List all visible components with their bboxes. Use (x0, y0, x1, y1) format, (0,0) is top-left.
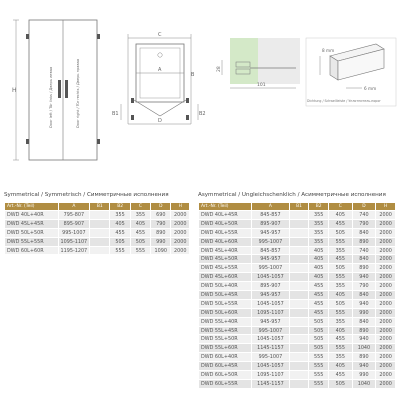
value-cell: 795-807 (58, 211, 89, 220)
table-row (5, 246, 190, 255)
model-cell: DWD 45L+60R (199, 273, 252, 282)
value-cell: 790 (352, 282, 376, 291)
plan-label-b2: B2 (199, 111, 206, 117)
value-cell: 455 (309, 291, 329, 300)
value-cell: 890 (352, 264, 376, 273)
table-row (199, 228, 396, 237)
table-row (199, 246, 396, 255)
column-header: H (171, 203, 190, 211)
value-cell: 405 (329, 291, 353, 300)
table-header-row (5, 203, 190, 211)
asymmetrical-table (198, 202, 396, 389)
table-row (199, 335, 396, 344)
value-cell: 995-1007 (58, 228, 89, 237)
column-header: Art.-Nr. (Teil) (5, 203, 59, 211)
table-row (199, 308, 396, 317)
value-cell: 2000 (376, 282, 396, 291)
table-row (199, 219, 396, 228)
plan-label-d: D (158, 118, 162, 124)
value-cell: 2000 (171, 219, 190, 228)
value-cell: 1095-1107 (252, 371, 289, 380)
value-cell: 895-907 (252, 282, 289, 291)
value-cell (289, 219, 309, 228)
value-cell: 895-907 (58, 219, 89, 228)
model-cell: DWD 40L+60R (199, 237, 252, 246)
value-cell: 405 (309, 255, 329, 264)
value-cell: 555 (110, 246, 130, 255)
value-cell: 2000 (376, 291, 396, 300)
model-cell: DWD 45L+40R (199, 246, 252, 255)
value-cell: 990 (151, 237, 171, 246)
table-row (199, 237, 396, 246)
value-cell: 555 (329, 273, 353, 282)
value-cell (289, 255, 309, 264)
tray-plan-drawing (112, 32, 206, 124)
value-cell: 1045-1057 (252, 362, 289, 371)
value-cell (289, 362, 309, 371)
value-cell: 405 (110, 219, 130, 228)
model-cell: DWD 55L+50R (199, 335, 252, 344)
table-row (5, 211, 190, 220)
value-cell: 990 (352, 308, 376, 317)
model-cell: DWD 55L+45R (199, 326, 252, 335)
table-row (199, 299, 396, 308)
symmetrical-table (4, 202, 190, 255)
door-left-label: Door left / Tür links / Дверь левая (49, 66, 53, 128)
value-cell (289, 379, 309, 388)
value-cell: 505 (329, 264, 353, 273)
asymmetrical-table-body (199, 211, 396, 389)
value-cell: 1045-1057 (252, 273, 289, 282)
model-cell: DWD 45L+55R (199, 264, 252, 273)
value-cell: 2000 (376, 211, 396, 220)
model-cell: DWD 50L+45R (199, 291, 252, 300)
value-cell: 505 (110, 237, 130, 246)
table-row (199, 379, 396, 388)
value-cell (289, 326, 309, 335)
value-cell: 840 (352, 228, 376, 237)
value-cell: 2000 (376, 273, 396, 282)
value-cell: 1090 (151, 246, 171, 255)
value-cell: 405 (309, 246, 329, 255)
value-cell: 555 (329, 308, 353, 317)
value-cell: 505 (329, 379, 353, 388)
value-cell: 2000 (376, 264, 396, 273)
profile-dim-101: 101 (257, 83, 266, 88)
value-cell: 890 (151, 228, 171, 237)
value-cell: 940 (352, 335, 376, 344)
model-cell: DWD 60L+50R (199, 371, 252, 380)
value-cell: 840 (352, 255, 376, 264)
value-cell: 405 (130, 219, 150, 228)
value-cell: 355 (110, 211, 130, 220)
model-cell: DWD 50L+40R (199, 282, 252, 291)
model-cell: DWD 40L+55R (199, 228, 252, 237)
value-cell: 555 (329, 237, 353, 246)
model-cell: DWD 55L+55R (5, 237, 59, 246)
plan-label-a: A (158, 67, 162, 73)
table-row (199, 317, 396, 326)
table-row (199, 371, 396, 380)
door-right-label: Door right / Tür rechts / Дверь правая (76, 59, 80, 128)
value-cell: 505 (309, 335, 329, 344)
value-cell: 555 (130, 246, 150, 255)
value-cell: 2000 (376, 317, 396, 326)
model-cell: DWD 40L+50R (199, 219, 252, 228)
value-cell: 2000 (171, 237, 190, 246)
value-cell (289, 291, 309, 300)
value-cell (289, 246, 309, 255)
value-cell: 455 (309, 308, 329, 317)
value-cell (289, 335, 309, 344)
value-cell: 995-1007 (252, 353, 289, 362)
value-cell: 840 (352, 291, 376, 300)
technical-drawings (0, 0, 400, 180)
value-cell: 405 (329, 362, 353, 371)
value-cell: 455 (130, 228, 150, 237)
model-cell: DWD 40L+45R (199, 211, 252, 220)
column-header: C (329, 203, 353, 211)
height-label: H (12, 87, 17, 94)
value-cell: 945-957 (252, 291, 289, 300)
value-cell: 1045-1057 (252, 335, 289, 344)
value-cell: 840 (352, 317, 376, 326)
value-cell (289, 228, 309, 237)
table-header-row (199, 203, 396, 211)
value-cell: 455 (329, 335, 353, 344)
value-cell (289, 344, 309, 353)
value-cell: 2000 (376, 219, 396, 228)
value-cell: 355 (309, 228, 329, 237)
table-row (199, 326, 396, 335)
wall-profile-drawing (216, 38, 300, 88)
model-cell: DWD 50L+55R (199, 299, 252, 308)
value-cell (289, 317, 309, 326)
table-row (199, 264, 396, 273)
column-header: A (252, 203, 289, 211)
value-cell: 690 (151, 211, 171, 220)
model-cell: DWD 55L+60R (199, 344, 252, 353)
value-cell (90, 228, 110, 237)
table-row (5, 237, 190, 246)
value-cell: 455 (309, 282, 329, 291)
value-cell: 2000 (171, 246, 190, 255)
model-cell: DWD 50L+50R (5, 228, 59, 237)
value-cell: 740 (352, 246, 376, 255)
value-cell: 1040 (352, 379, 376, 388)
value-cell: 995-1007 (252, 237, 289, 246)
value-cell: 995-1007 (252, 326, 289, 335)
value-cell: 2000 (376, 344, 396, 353)
value-cell: 455 (329, 219, 353, 228)
symmetrical-table-title: Symmetrical / Symmetrisch / Симметричные исполнения (4, 192, 169, 198)
value-cell: 790 (151, 219, 171, 228)
plan-label-b1: B1 (112, 111, 119, 117)
value-cell: 2000 (376, 255, 396, 264)
value-cell: 2000 (376, 371, 396, 380)
model-cell: DWD 60L+60R (5, 246, 59, 255)
model-cell: DWD 40L+40R (5, 211, 59, 220)
table-row (5, 228, 190, 237)
value-cell: 740 (352, 211, 376, 220)
value-cell (90, 211, 110, 220)
value-cell: 940 (352, 273, 376, 282)
value-cell: 1145-1157 (252, 379, 289, 388)
value-cell: 505 (309, 326, 329, 335)
value-cell (289, 282, 309, 291)
value-cell: 355 (329, 246, 353, 255)
value-cell: 555 (329, 344, 353, 353)
asymmetrical-table-title: Asymmetrical / Ungleichschenklich / Асимметричные исполнения (198, 192, 386, 198)
model-cell: DWD 50L+60R (199, 308, 252, 317)
column-header: A (58, 203, 89, 211)
column-header: B2 (110, 203, 130, 211)
value-cell: 405 (309, 273, 329, 282)
value-cell: 2000 (171, 211, 190, 220)
model-cell: DWD 60L+55R (199, 379, 252, 388)
value-cell: 995-1007 (252, 264, 289, 273)
value-cell (90, 237, 110, 246)
value-cell: 2000 (376, 353, 396, 362)
column-header: B1 (289, 203, 309, 211)
value-cell: 1145-1157 (252, 344, 289, 353)
value-cell: 505 (329, 299, 353, 308)
value-cell: 355 (130, 211, 150, 220)
plan-label-c: C (158, 32, 162, 38)
value-cell: 355 (309, 237, 329, 246)
value-cell: 2000 (376, 299, 396, 308)
value-cell: 1095-1107 (58, 237, 89, 246)
value-cell: 2000 (376, 237, 396, 246)
table-row (5, 219, 190, 228)
value-cell: 895-907 (252, 219, 289, 228)
value-cell: 355 (329, 282, 353, 291)
model-cell: DWD 55L+40R (199, 317, 252, 326)
value-cell: 555 (309, 353, 329, 362)
value-cell: 2000 (376, 379, 396, 388)
value-cell: 940 (352, 299, 376, 308)
value-cell (289, 237, 309, 246)
value-cell: 505 (309, 344, 329, 353)
table-row (199, 255, 396, 264)
value-cell: 1095-1107 (252, 308, 289, 317)
value-cell: 945-957 (252, 255, 289, 264)
value-cell: 405 (329, 326, 353, 335)
column-header: Art.-Nr. (Teil) (199, 203, 252, 211)
model-cell: DWD 45L+50R (199, 255, 252, 264)
table-row (199, 211, 396, 220)
value-cell: 890 (352, 326, 376, 335)
model-cell: DWD 45L+45R (5, 219, 59, 228)
table-row (199, 344, 396, 353)
seal-caption: Dichtung / Schwellleiste / Уплотнитель-порог (307, 99, 381, 103)
value-cell: 945-957 (252, 228, 289, 237)
value-cell: 2000 (376, 246, 396, 255)
value-cell: 405 (309, 264, 329, 273)
value-cell: 2000 (376, 308, 396, 317)
profile-dim-28: 28 (217, 66, 222, 72)
value-cell: 945-957 (252, 317, 289, 326)
value-cell: 1045-1057 (252, 299, 289, 308)
value-cell: 1195-1207 (58, 246, 89, 255)
door-elevation-drawing (12, 20, 100, 160)
seal-dim-8mm: 8 mm (322, 48, 335, 53)
value-cell: 355 (329, 353, 353, 362)
table-row (199, 273, 396, 282)
value-cell: 940 (352, 362, 376, 371)
value-cell (90, 246, 110, 255)
value-cell: 1040 (352, 344, 376, 353)
value-cell: 355 (329, 317, 353, 326)
column-header: D (352, 203, 376, 211)
value-cell: 555 (309, 362, 329, 371)
table-row (199, 291, 396, 300)
column-header: D (151, 203, 171, 211)
value-cell (289, 371, 309, 380)
plan-label-b: B (191, 72, 195, 78)
value-cell: 505 (130, 237, 150, 246)
value-cell: 2000 (376, 228, 396, 237)
symmetrical-table-section (4, 191, 190, 255)
value-cell: 555 (309, 379, 329, 388)
value-cell: 505 (329, 228, 353, 237)
asymmetrical-table-section (198, 191, 396, 389)
value-cell: 890 (352, 353, 376, 362)
seal-profile-drawing (306, 38, 396, 106)
table-row (199, 282, 396, 291)
value-cell (289, 353, 309, 362)
value-cell: 455 (110, 228, 130, 237)
model-cell: DWD 60L+40R (199, 353, 252, 362)
symmetrical-table-body (5, 211, 190, 255)
value-cell: 405 (329, 211, 353, 220)
value-cell: 455 (309, 299, 329, 308)
value-cell (289, 299, 309, 308)
value-cell: 2000 (376, 335, 396, 344)
value-cell (289, 308, 309, 317)
column-header: H (376, 203, 396, 211)
value-cell: 2000 (376, 362, 396, 371)
value-cell: 355 (309, 219, 329, 228)
table-row (199, 353, 396, 362)
value-cell: 2000 (171, 228, 190, 237)
value-cell: 505 (309, 317, 329, 326)
value-cell (289, 264, 309, 273)
value-cell: 355 (309, 211, 329, 220)
value-cell: 555 (309, 371, 329, 380)
value-cell: 790 (352, 219, 376, 228)
value-cell (289, 273, 309, 282)
column-header: B2 (309, 203, 329, 211)
value-cell: 2000 (376, 326, 396, 335)
value-cell (90, 219, 110, 228)
value-cell: 845-857 (252, 246, 289, 255)
value-cell: 455 (329, 255, 353, 264)
model-cell: DWD 60L+45R (199, 362, 252, 371)
seal-dim-6mm: 6 mm (364, 86, 377, 91)
value-cell: 990 (352, 371, 376, 380)
table-row (199, 362, 396, 371)
value-cell: 455 (329, 371, 353, 380)
value-cell: 845-857 (252, 211, 289, 220)
value-cell (289, 211, 309, 220)
column-header: B1 (90, 203, 110, 211)
value-cell: 890 (352, 237, 376, 246)
column-header: C (130, 203, 150, 211)
